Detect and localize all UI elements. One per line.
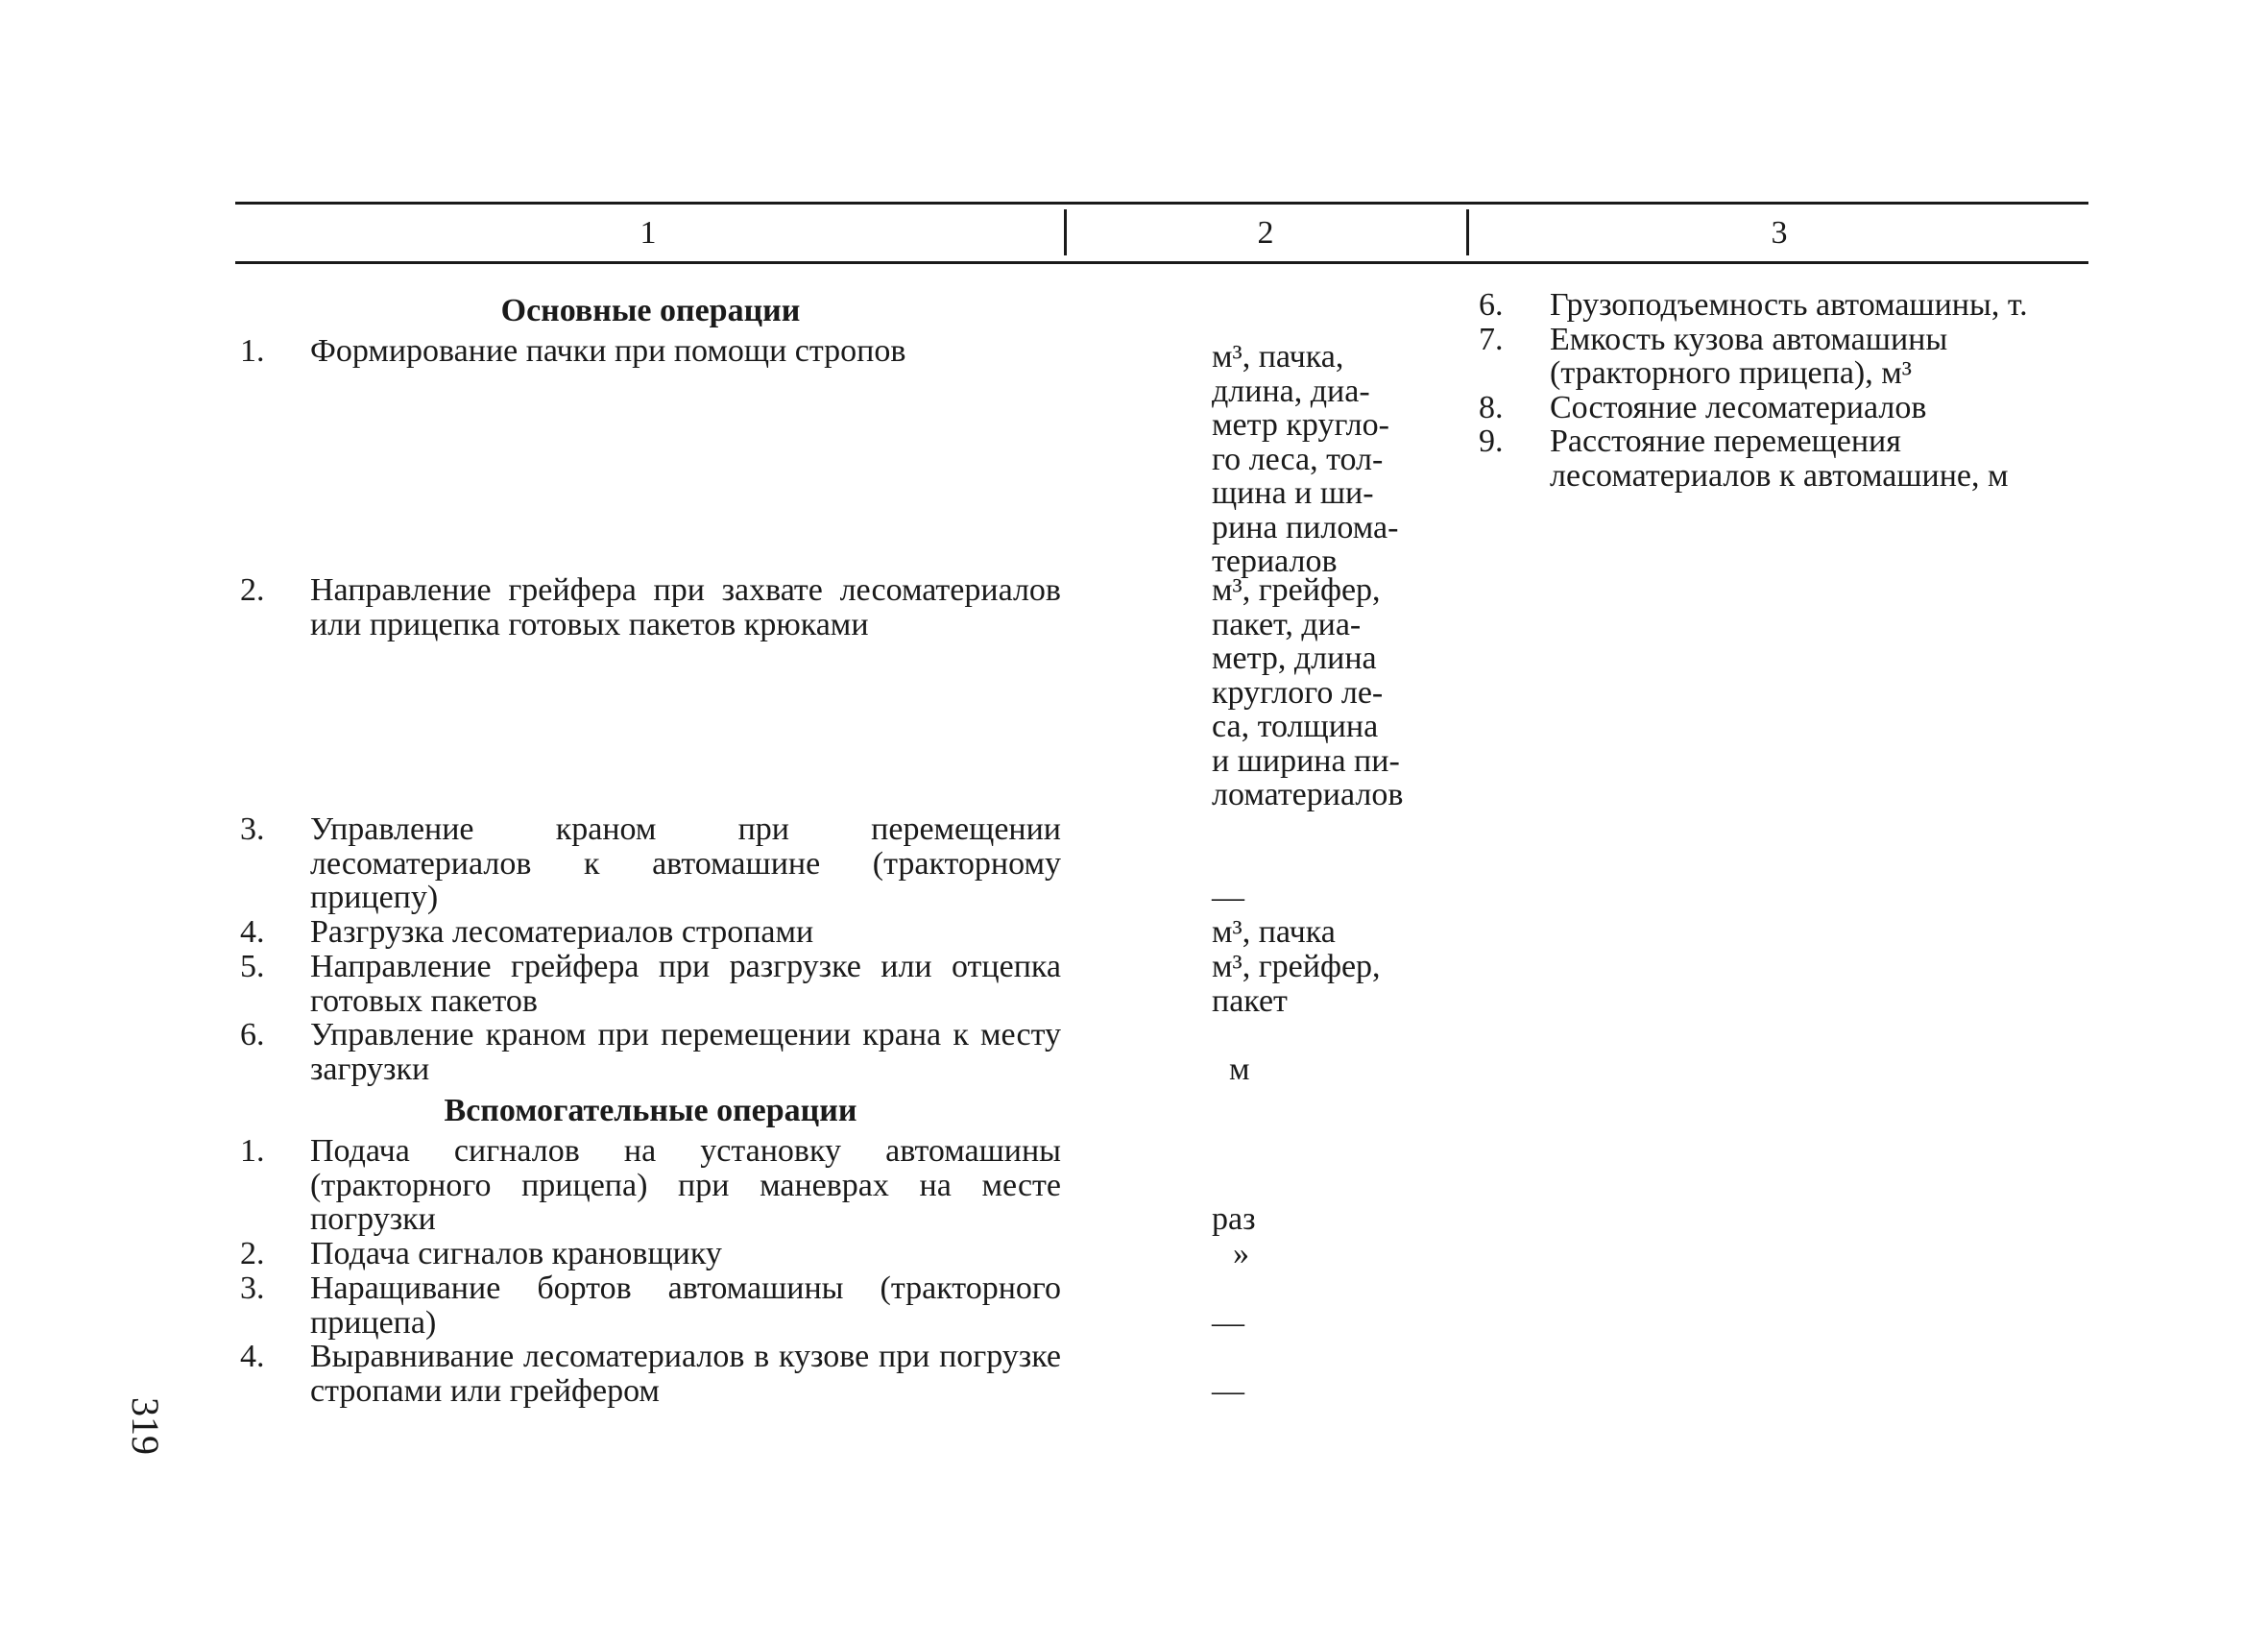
main-op-number: 4. bbox=[240, 914, 265, 950]
aux-op-text: Подача сигналов на установку автомашины (тракторного прицепа) при маневрах на месте погрузки bbox=[310, 1133, 1061, 1237]
factor-number: 6. bbox=[1479, 287, 1504, 323]
unit-main-op-1: м³, пачка, длина, диа- метр кругло- го леса, тол- щина и ши- рина пилома- териалов bbox=[1212, 339, 1399, 579]
aux-op-number: 3. bbox=[240, 1270, 265, 1306]
column-header-2: 2 bbox=[1257, 215, 1274, 251]
factor-item bbox=[1479, 323, 2112, 391]
factor-item bbox=[1479, 288, 2112, 323]
factors-column bbox=[1479, 288, 2112, 493]
main-op-number: 5. bbox=[240, 949, 265, 984]
main-op-text: Формирование пачки при помощи стропов bbox=[310, 333, 906, 369]
factor-number: 9. bbox=[1479, 423, 1504, 459]
unit-main-op-4: м³, пачка bbox=[1212, 914, 1336, 950]
main-op-4 bbox=[240, 915, 1061, 950]
main-op-text: Разгрузка лесоматериалов стропами bbox=[310, 914, 814, 950]
operations-column bbox=[240, 288, 1061, 1408]
table-top-rule bbox=[235, 202, 2088, 205]
factor-item bbox=[1479, 424, 2112, 493]
main-op-1 bbox=[240, 334, 1061, 573]
unit-aux-op-2: » bbox=[1233, 1236, 1249, 1271]
main-op-text: Направление грейфера при захвате лесоматериалов или прицепка готовых пакетов крюками bbox=[310, 572, 1061, 642]
aux-op-3 bbox=[240, 1271, 1061, 1340]
unit-aux-op-3: — bbox=[1212, 1305, 1244, 1341]
units-spacer-aux-title bbox=[1212, 1086, 1461, 1134]
main-operations-title: Основные операции bbox=[500, 293, 801, 328]
factor-text: Расстояние перемещения лесоматериалов к автомашине, м bbox=[1550, 423, 2009, 494]
aux-op-2 bbox=[240, 1237, 1061, 1271]
main-op-number: 2. bbox=[240, 572, 265, 608]
aux-op-text: Выравнивание лесоматериалов в кузове при погрузке стропами или грейфером bbox=[310, 1339, 1061, 1409]
main-op-2 bbox=[240, 573, 1061, 812]
column-header-1: 1 bbox=[639, 215, 657, 251]
aux-op-1 bbox=[240, 1134, 1061, 1237]
unit-main-op-3: — bbox=[1212, 880, 1244, 915]
aux-op-4 bbox=[240, 1340, 1061, 1408]
unit-main-op-6: м bbox=[1229, 1052, 1250, 1087]
factor-text: Состояние лесоматериалов bbox=[1550, 389, 1927, 425]
main-op-text: Управление краном при перемещении крана к месту загрузки bbox=[310, 1017, 1061, 1087]
main-op-text: Направление грейфера при разгрузке или отцепка готовых пакетов bbox=[310, 949, 1061, 1019]
page-number: 319 bbox=[124, 1397, 167, 1455]
aux-operations-title: Вспомогательные операции bbox=[444, 1093, 857, 1128]
column-header-3: 3 bbox=[1771, 215, 1788, 251]
table-header-rule bbox=[235, 261, 2088, 264]
aux-op-text: Наращивание бортов автомашины (тракторного прицепа) bbox=[310, 1270, 1061, 1341]
column-divider-2 bbox=[1466, 209, 1469, 255]
aux-op-number: 1. bbox=[240, 1133, 265, 1169]
factor-number: 8. bbox=[1479, 389, 1504, 425]
main-op-5 bbox=[240, 950, 1061, 1018]
main-op-number: 3. bbox=[240, 811, 265, 847]
main-op-text: Управление краном при перемещении лесоматериалов к автомашине (тракторному прицепу) bbox=[310, 811, 1061, 915]
aux-op-text: Подача сигналов крановщику bbox=[310, 1236, 722, 1271]
factor-text: Емкость кузова автомашины (тракторного прицепа), м³ bbox=[1550, 321, 1948, 391]
aux-op-number: 2. bbox=[240, 1236, 265, 1271]
main-op-number: 6. bbox=[240, 1017, 265, 1052]
main-op-6 bbox=[240, 1018, 1061, 1086]
units-column bbox=[1212, 288, 1461, 1408]
factor-text: Грузоподъемность автомашины, т. bbox=[1550, 287, 2028, 323]
factor-item bbox=[1479, 391, 2112, 425]
unit-aux-op-4: — bbox=[1212, 1373, 1244, 1409]
factor-number: 7. bbox=[1479, 321, 1504, 357]
aux-op-number: 4. bbox=[240, 1339, 265, 1374]
units-spacer-main-title bbox=[1212, 288, 1461, 334]
column-divider-1 bbox=[1064, 209, 1067, 255]
unit-main-op-2: м³, грейфер, пакет, диа- метр, длина круглого ле- са, толщина и ширина пи- ломатериалов bbox=[1212, 572, 1404, 812]
main-op-number: 1. bbox=[240, 333, 265, 369]
unit-main-op-5: м³, грейфер, пакет bbox=[1212, 949, 1381, 1019]
main-op-3 bbox=[240, 812, 1061, 915]
unit-aux-op-1: раз bbox=[1212, 1201, 1256, 1237]
